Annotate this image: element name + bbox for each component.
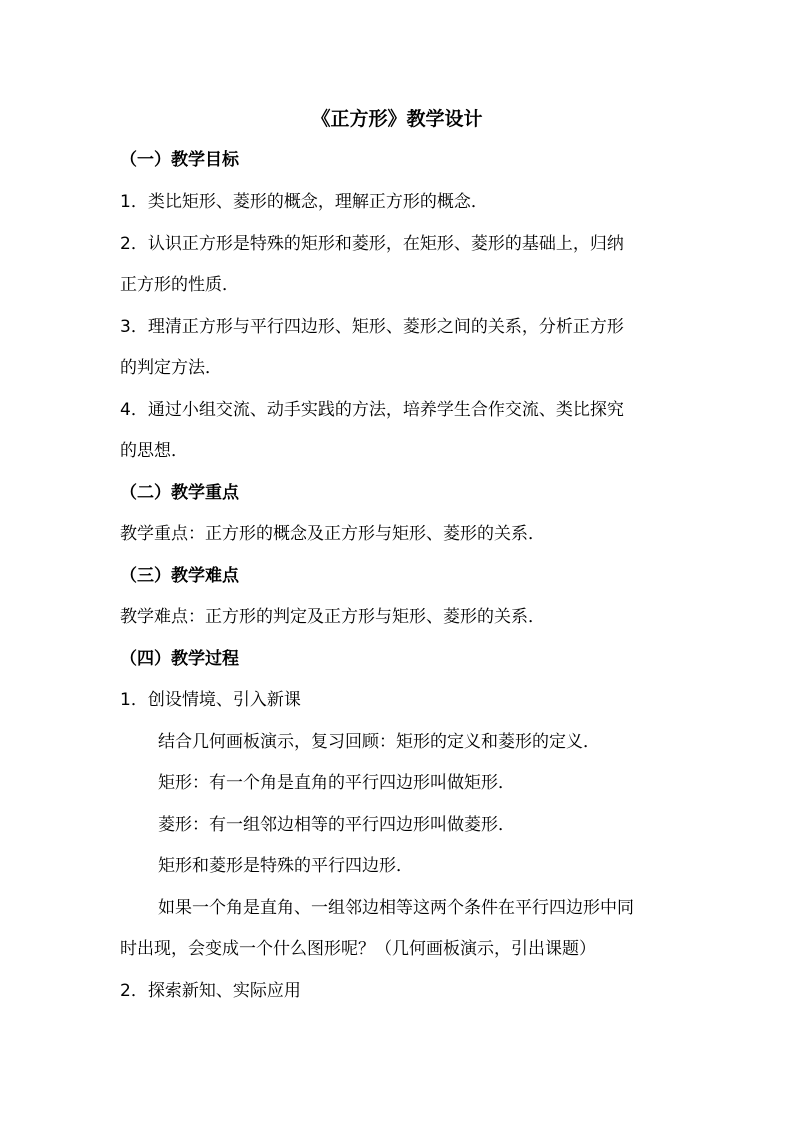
objective-item-4-line-2: 的思想． bbox=[120, 441, 188, 461]
section-heading-key-points: （二）教学重点 bbox=[120, 483, 239, 503]
process-step-1: 1．创设情境、引入新课 bbox=[120, 690, 301, 710]
difficulties-text: 教学难点：正方形的判定及正方形与矩形、菱形的关系． bbox=[120, 607, 545, 627]
process-paragraph-1: 结合几何画板演示，复习回顾：矩形的定义和菱形的定义． bbox=[158, 732, 600, 752]
objective-item-4-line-1: 4．通过小组交流、动手实践的方法，培养学生合作交流、类比探究 bbox=[120, 400, 624, 420]
process-paragraph-2: 矩形：有一个角是直角的平行四边形叫做矩形． bbox=[158, 773, 515, 793]
document-title: 《正方形》教学设计 bbox=[311, 108, 483, 130]
objective-item-3-line-2: 的判定方法． bbox=[120, 358, 222, 378]
section-heading-process: （四）教学过程 bbox=[120, 649, 239, 669]
process-paragraph-4: 矩形和菱形是特殊的平行四边形． bbox=[158, 856, 413, 876]
process-paragraph-5-line-2: 时出现，会变成一个什么图形呢？（几何画板演示，引出课题） bbox=[120, 939, 596, 959]
objective-item-2-line-1: 2．认识正方形是特殊的矩形和菱形，在矩形、菱形的基础上，归纳 bbox=[120, 234, 624, 254]
process-paragraph-5-line-1: 如果一个角是直角、一组邻边相等这两个条件在平行四边形中同 bbox=[158, 898, 634, 918]
key-points-text: 教学重点：正方形的概念及正方形与矩形、菱形的关系． bbox=[120, 524, 545, 544]
objective-item-2-line-2: 正方形的性质． bbox=[120, 275, 239, 295]
objective-item-3-line-1: 3．理清正方形与平行四边形、矩形、菱形之间的关系，分析正方形 bbox=[120, 317, 624, 337]
section-heading-objectives: （一）教学目标 bbox=[120, 150, 239, 170]
process-step-2: 2．探索新知、实际应用 bbox=[120, 981, 301, 1001]
section-heading-difficulties: （三）教学难点 bbox=[120, 566, 239, 586]
process-paragraph-3: 菱形：有一组邻边相等的平行四边形叫做菱形． bbox=[158, 815, 515, 835]
objective-item-1: 1．类比矩形、菱形的概念，理解正方形的概念． bbox=[120, 192, 488, 212]
